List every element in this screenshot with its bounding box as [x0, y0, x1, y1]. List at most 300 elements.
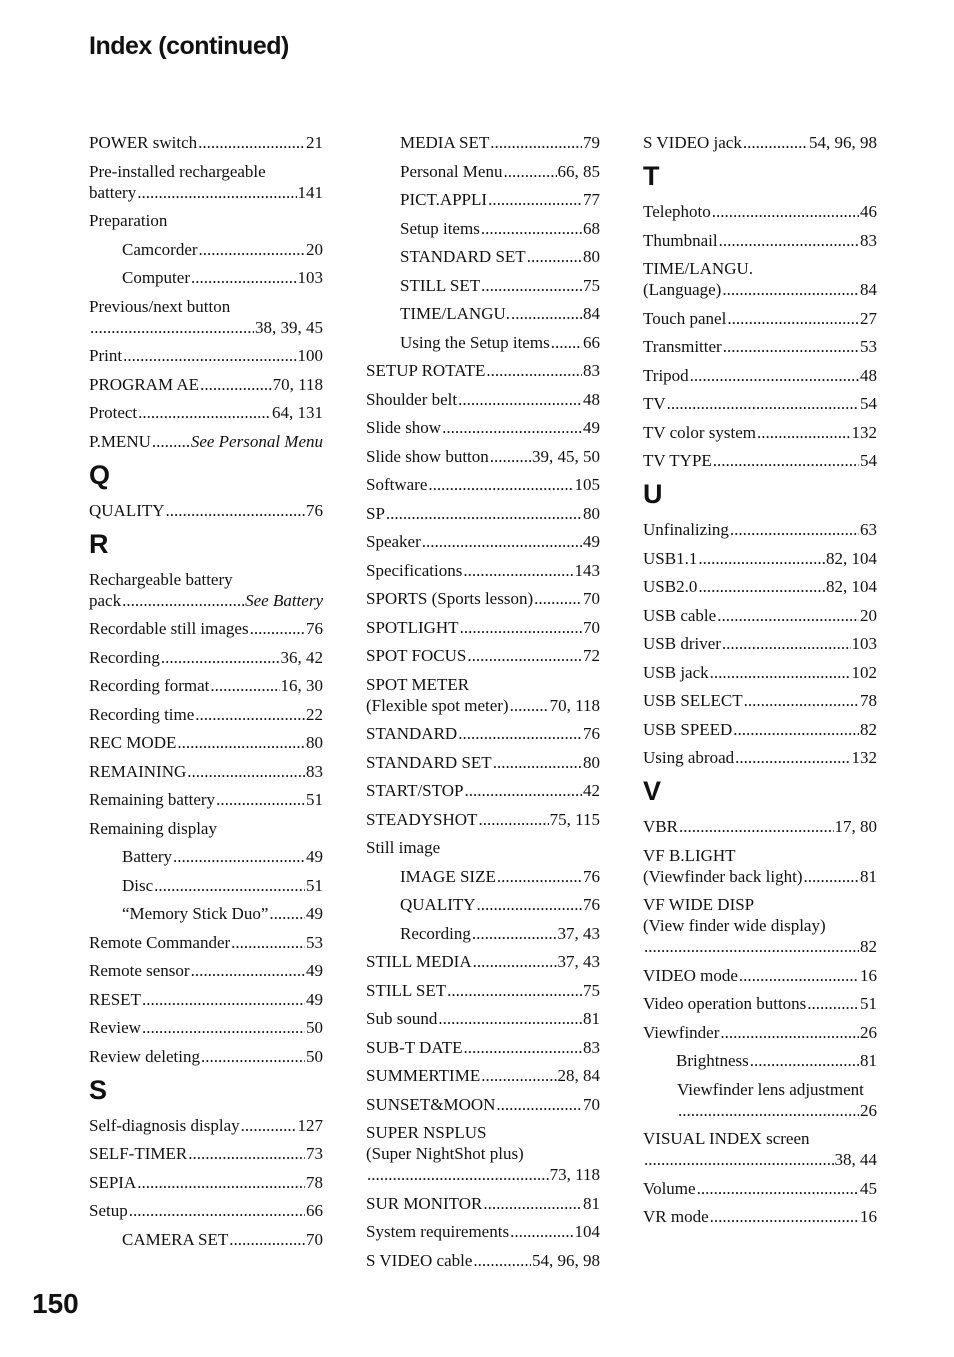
index-term: Battery [122, 847, 173, 866]
index-pages: 80 [583, 752, 600, 772]
leader-dots [137, 1172, 305, 1193]
leader-dots [733, 719, 859, 740]
index-term: Shoulder belt [366, 389, 458, 409]
index-pages: 48 [860, 365, 877, 385]
index-pages: 73 [306, 1144, 323, 1163]
index-entry [366, 1122, 600, 1185]
index-entry [366, 446, 600, 467]
index-term-line: Pre-installed rechargeable [89, 161, 266, 181]
index-entry [643, 605, 877, 626]
index-term: Slide show [366, 418, 442, 437]
index-pages: 20 [306, 239, 323, 259]
index-entry [89, 989, 323, 1010]
index-entry [89, 1115, 323, 1136]
index-term: Remote Commander [89, 932, 231, 952]
index-term: TV color system [643, 422, 757, 442]
index-term: VR mode [643, 1207, 709, 1226]
leader-dots [720, 1022, 859, 1043]
index-pages: 17, 80 [834, 817, 877, 836]
index-entry [643, 132, 877, 153]
leader-dots [481, 275, 582, 296]
index-pages: 36, 42 [280, 647, 323, 667]
index-column-1 [89, 132, 323, 1257]
index-term: Recording [400, 923, 471, 943]
index-term: USB SELECT [643, 691, 743, 710]
leader-dots [473, 951, 557, 972]
leader-dots [463, 560, 573, 581]
index-term: Viewfinder [643, 1022, 720, 1042]
index-pages: 76 [583, 866, 600, 886]
index-term: QUALITY [89, 500, 165, 520]
index-pages: 80 [583, 503, 600, 523]
leader-dots [678, 1100, 859, 1121]
index-pages: 49 [306, 904, 323, 923]
index-pages: 84 [860, 280, 877, 299]
index-pages: 141 [297, 182, 323, 202]
leader-dots [367, 1164, 549, 1185]
index-term: Personal Menu [400, 161, 503, 181]
index-term: START/STOP [366, 781, 464, 800]
index-entry [366, 1193, 600, 1214]
index-term: SPOTLIGHT [366, 617, 459, 637]
index-pages: 49 [306, 961, 323, 980]
index-term-line: VISUAL INDEX screen [643, 1129, 810, 1148]
leader-dots [269, 903, 305, 924]
index-term-line: SPOT METER [366, 674, 470, 694]
index-subentry [366, 189, 600, 210]
index-term: S VIDEO cable [366, 1250, 473, 1270]
index-entry [89, 296, 323, 338]
index-entry [643, 308, 877, 329]
leader-dots [511, 303, 582, 324]
index-entry [366, 723, 600, 744]
leader-dots [644, 1149, 834, 1170]
index-pages: 143 [574, 560, 600, 580]
index-pages: 81 [860, 1051, 877, 1070]
index-term: POWER switch [89, 133, 198, 152]
leader-dots [727, 308, 859, 329]
index-pages: 127 [297, 1115, 323, 1135]
index-entry [366, 1094, 600, 1115]
index-term-line: VF B.LIGHT [643, 845, 736, 865]
index-term: Recording [89, 647, 160, 667]
index-pages: 78 [860, 691, 877, 710]
index-term: Using abroad [643, 748, 735, 767]
index-subentry [366, 275, 600, 296]
index-pages: 84 [583, 304, 600, 323]
index-subentry [643, 1050, 877, 1071]
leader-dots [142, 1017, 305, 1038]
index-pages: 83 [860, 230, 877, 250]
index-cross-reference: See Personal Menu [190, 431, 323, 451]
index-pages: 22 [306, 704, 323, 724]
section-letter-q: Q [89, 459, 111, 490]
index-term: Camcorder [122, 239, 198, 259]
index-term: STILL SET [400, 275, 481, 295]
leader-dots [464, 1037, 583, 1058]
index-term: TV TYPE [643, 451, 712, 470]
index-pages: 70 [583, 617, 600, 637]
index-subentry [366, 866, 600, 887]
section-letter-u: U [643, 479, 663, 509]
leader-dots [496, 1094, 582, 1115]
index-entry [366, 588, 600, 609]
index-pages: 49 [306, 989, 323, 1009]
index-term: USB driver [643, 634, 721, 653]
index-entry [89, 761, 323, 782]
leader-dots [527, 246, 582, 267]
leader-dots [200, 374, 272, 395]
leader-dots [422, 531, 582, 552]
leader-dots [488, 189, 582, 210]
index-term: Recordable still images [89, 619, 249, 638]
index-entry [643, 230, 877, 251]
leader-dots [757, 422, 850, 443]
index-pages: 53 [306, 932, 323, 952]
index-pages: 75 [583, 275, 600, 295]
index-entry [89, 647, 323, 668]
index-pages: 51 [306, 790, 323, 809]
index-term: Setup [89, 1201, 128, 1220]
index-term: TIME/LANGU. [400, 304, 511, 323]
index-pages: 83 [583, 361, 600, 380]
index-entry [643, 1178, 877, 1199]
index-entry [89, 402, 323, 423]
index-term: Tripod [643, 365, 689, 385]
leader-dots [722, 279, 859, 300]
leader-dots [231, 932, 305, 953]
index-term: Remote sensor [89, 961, 190, 980]
index-pages: 28, 84 [557, 1066, 600, 1085]
index-pages: 77 [583, 190, 600, 209]
index-entry [366, 531, 600, 552]
index-entry [366, 809, 600, 830]
index-pages: 83 [583, 1037, 600, 1057]
index-term: Review [89, 1018, 141, 1037]
index-entry [366, 1250, 600, 1271]
index-pages: 16 [860, 1207, 877, 1226]
index-term: VIDEO mode [643, 965, 738, 985]
index-entry [366, 1221, 600, 1242]
leader-dots [458, 723, 582, 744]
leader-dots [447, 980, 582, 1001]
index-pages: 132 [851, 748, 877, 767]
index-pages: 16, 30 [280, 676, 323, 695]
index-entry [643, 576, 877, 597]
index-subentry [366, 161, 600, 182]
leader-dots [188, 1143, 305, 1164]
index-entry [643, 965, 877, 986]
leader-dots [199, 239, 305, 260]
index-entry [89, 732, 323, 753]
index-pages: 73, 118 [549, 1165, 600, 1184]
index-subentry [89, 1229, 323, 1250]
index-pages: 82 [860, 719, 877, 739]
index-subentry [89, 875, 323, 896]
index-subentry [366, 923, 600, 944]
leader-dots [739, 965, 859, 986]
index-pages: 46 [860, 202, 877, 221]
index-pages: 26 [860, 1100, 877, 1120]
index-heading-term: Remaining display [89, 818, 217, 838]
index-term: STANDARD [366, 724, 458, 743]
index-term: (Language) [643, 280, 722, 299]
index-pages: 75 [583, 980, 600, 1000]
leader-dots [698, 548, 825, 569]
index-entry [366, 503, 600, 524]
index-term: STEADYSHOT [366, 809, 478, 829]
leader-dots [201, 1046, 305, 1067]
index-pages: 70 [306, 1229, 323, 1249]
index-subentry [89, 846, 323, 867]
index-term: Remaining battery [89, 790, 216, 809]
index-pages: 49 [306, 847, 323, 866]
section-letter-r: R [89, 528, 109, 559]
index-pages: 50 [306, 1046, 323, 1066]
index-term: SPORTS (Sports lesson) [366, 589, 534, 608]
index-pages: 54 [860, 394, 877, 413]
index-pages: 49 [583, 418, 600, 437]
index-pages: 53 [860, 337, 877, 356]
index-term: Setup items [400, 218, 480, 238]
index-pages: 50 [306, 1018, 323, 1037]
index-pages: 80 [583, 247, 600, 266]
index-pages: 64, 131 [272, 403, 323, 422]
index-term: Disc [122, 875, 154, 895]
index-term: Volume [643, 1178, 696, 1198]
index-term: Specifications [366, 560, 463, 580]
leader-dots [717, 605, 859, 626]
index-subentry [643, 1079, 877, 1121]
leader-dots [241, 1115, 297, 1136]
index-term: USB1.1 [643, 548, 698, 568]
leader-dots [722, 633, 851, 654]
leader-dots [697, 1178, 859, 1199]
index-term-line: TIME/LANGU. [643, 259, 754, 278]
index-term: CAMERA SET [122, 1229, 229, 1249]
index-entry [89, 675, 323, 696]
index-term: STANDARD SET [366, 752, 492, 772]
index-term: pack [89, 590, 122, 610]
index-entry [366, 1008, 600, 1029]
index-term: Print [89, 346, 123, 365]
leader-dots [472, 923, 557, 944]
index-term: VBR [643, 817, 678, 836]
index-entry [643, 662, 877, 683]
index-subentry [366, 218, 600, 239]
index-term: SELF-TIMER [89, 1144, 188, 1163]
index-term: Slide show button [366, 446, 489, 466]
leader-dots [467, 645, 582, 666]
index-term: Computer [122, 268, 190, 287]
index-term: (Flexible spot meter) [366, 695, 509, 715]
index-pages: 37, 43 [557, 923, 600, 943]
leader-dots [177, 732, 305, 753]
index-pages: 82, 104 [826, 548, 877, 568]
index-pages: 54 [860, 451, 877, 470]
index-entry [89, 1046, 323, 1067]
index-pages: 81 [583, 1009, 600, 1028]
leader-dots [490, 446, 531, 467]
index-pages: 100 [297, 346, 323, 365]
index-term: Self-diagnosis display [89, 1115, 240, 1135]
index-pages: 48 [583, 389, 600, 409]
index-pages: 68 [583, 218, 600, 238]
leader-dots [679, 816, 834, 837]
index-entry [366, 617, 600, 638]
leader-dots [191, 960, 305, 981]
index-term: Using the Setup items [400, 332, 550, 352]
index-heading-term: Preparation [89, 211, 168, 230]
section-letter-v: V [643, 776, 662, 806]
index-pages: 66 [583, 332, 600, 352]
index-entry [89, 618, 323, 639]
index-entry [366, 360, 600, 381]
index-pages: 70, 118 [549, 695, 600, 715]
index-pages: 21 [306, 133, 323, 152]
index-term: Sub sound [366, 1009, 438, 1028]
index-entry [89, 1143, 323, 1164]
leader-dots [187, 761, 305, 782]
index-term: S VIDEO jack [643, 133, 742, 152]
index-pages: 82, 104 [826, 577, 877, 596]
index-column-2 [366, 132, 600, 1278]
index-pages: 51 [306, 875, 323, 895]
index-pages: 20 [860, 605, 877, 625]
leader-dots [477, 894, 582, 915]
leader-dots [129, 1200, 305, 1221]
index-pages: 70 [583, 1094, 600, 1114]
page-number: 150 [32, 1288, 79, 1319]
index-pages: 54, 96, 98 [532, 1250, 600, 1270]
leader-dots [503, 161, 556, 182]
index-entry [643, 690, 877, 711]
index-pages: 38, 44 [834, 1150, 877, 1169]
index-term-line: Previous/next button [89, 296, 231, 316]
index-pages: 37, 43 [557, 952, 600, 971]
index-pages: 75, 115 [549, 809, 600, 829]
leader-dots [710, 662, 851, 683]
index-subentry [89, 267, 323, 288]
index-term: USB2.0 [643, 577, 698, 596]
leader-dots [735, 747, 850, 768]
index-term: (Viewfinder back light) [643, 866, 803, 886]
index-term: PICT.APPLI [400, 190, 488, 209]
index-term: QUALITY [400, 895, 476, 914]
index-pages: 54, 96, 98 [809, 133, 877, 152]
leader-dots [138, 402, 271, 423]
leader-dots [216, 789, 305, 810]
index-term: TV [643, 394, 666, 413]
leader-dots [497, 866, 582, 887]
index-entry [89, 704, 323, 725]
index-entry [89, 789, 323, 810]
leader-dots [750, 1050, 859, 1071]
index-term: P.MENU [89, 431, 151, 451]
index-term: STILL MEDIA [366, 952, 472, 971]
index-term: Unfinalizing [643, 520, 729, 539]
leader-dots [486, 360, 582, 381]
index-pages: 45 [860, 1178, 877, 1198]
index-subentry [89, 239, 323, 260]
index-term: Telephoto [643, 202, 711, 221]
leader-dots [198, 132, 305, 153]
index-entry [643, 1022, 877, 1043]
index-term: STANDARD SET [400, 247, 526, 266]
leader-dots [712, 201, 859, 222]
leader-dots [386, 503, 582, 524]
leader-dots [744, 690, 859, 711]
index-pages: 39, 45, 50 [532, 446, 600, 466]
index-entry [643, 845, 877, 887]
leader-dots [123, 345, 296, 366]
index-pages: 102 [851, 662, 877, 682]
index-entry [643, 719, 877, 740]
index-pages: 83 [306, 761, 323, 781]
index-term: REMAINING [89, 761, 187, 781]
index-pages: 72 [583, 646, 600, 665]
leader-dots [803, 866, 859, 887]
section-letter-t: T [643, 161, 660, 191]
index-entry [643, 519, 877, 540]
index-term: Protect [89, 403, 138, 422]
index-subentry [366, 894, 600, 915]
index-term: SEPIA [89, 1172, 137, 1192]
index-entry [643, 393, 877, 414]
index-entry [643, 548, 877, 569]
index-subentry [366, 132, 600, 153]
leader-dots [195, 704, 305, 725]
leader-dots [698, 576, 825, 597]
index-term: “Memory Stick Duo” [122, 904, 269, 923]
index-term: Transmitter [643, 337, 722, 356]
index-pages: 66, 85 [557, 161, 600, 181]
leader-dots [442, 417, 582, 438]
index-term: Thumbnail [643, 230, 718, 250]
index-term: SUNSET&MOON [366, 1094, 496, 1114]
leader-dots [166, 500, 305, 521]
index-cross-reference: See Battery [245, 590, 323, 610]
index-entry [89, 1200, 323, 1221]
index-term: SPOT FOCUS [366, 646, 467, 665]
index-term: SUR MONITOR [366, 1193, 483, 1213]
index-term: RESET [89, 989, 141, 1009]
index-entry [643, 1206, 877, 1227]
index-term: Recording format [89, 676, 210, 695]
index-entry [366, 389, 600, 410]
index-entry [366, 780, 600, 801]
index-entry [89, 1017, 323, 1038]
index-pages: 26 [860, 1022, 877, 1042]
index-entry [89, 569, 323, 611]
leader-dots [723, 336, 859, 357]
index-pages: 66 [306, 1201, 323, 1220]
index-entry [366, 1037, 600, 1058]
index-subentry [366, 303, 600, 324]
index-entry [89, 960, 323, 981]
leader-dots [229, 1229, 305, 1250]
index-entry [366, 560, 600, 581]
index-column-3 [643, 132, 877, 1235]
index-entry [89, 345, 323, 366]
index-pages: 49 [583, 532, 600, 551]
index-entry [89, 932, 323, 953]
leader-dots [152, 431, 190, 452]
leader-dots [210, 675, 279, 696]
index-pages: 103 [297, 268, 323, 287]
index-entry [89, 132, 323, 153]
index-term: battery [89, 182, 137, 202]
